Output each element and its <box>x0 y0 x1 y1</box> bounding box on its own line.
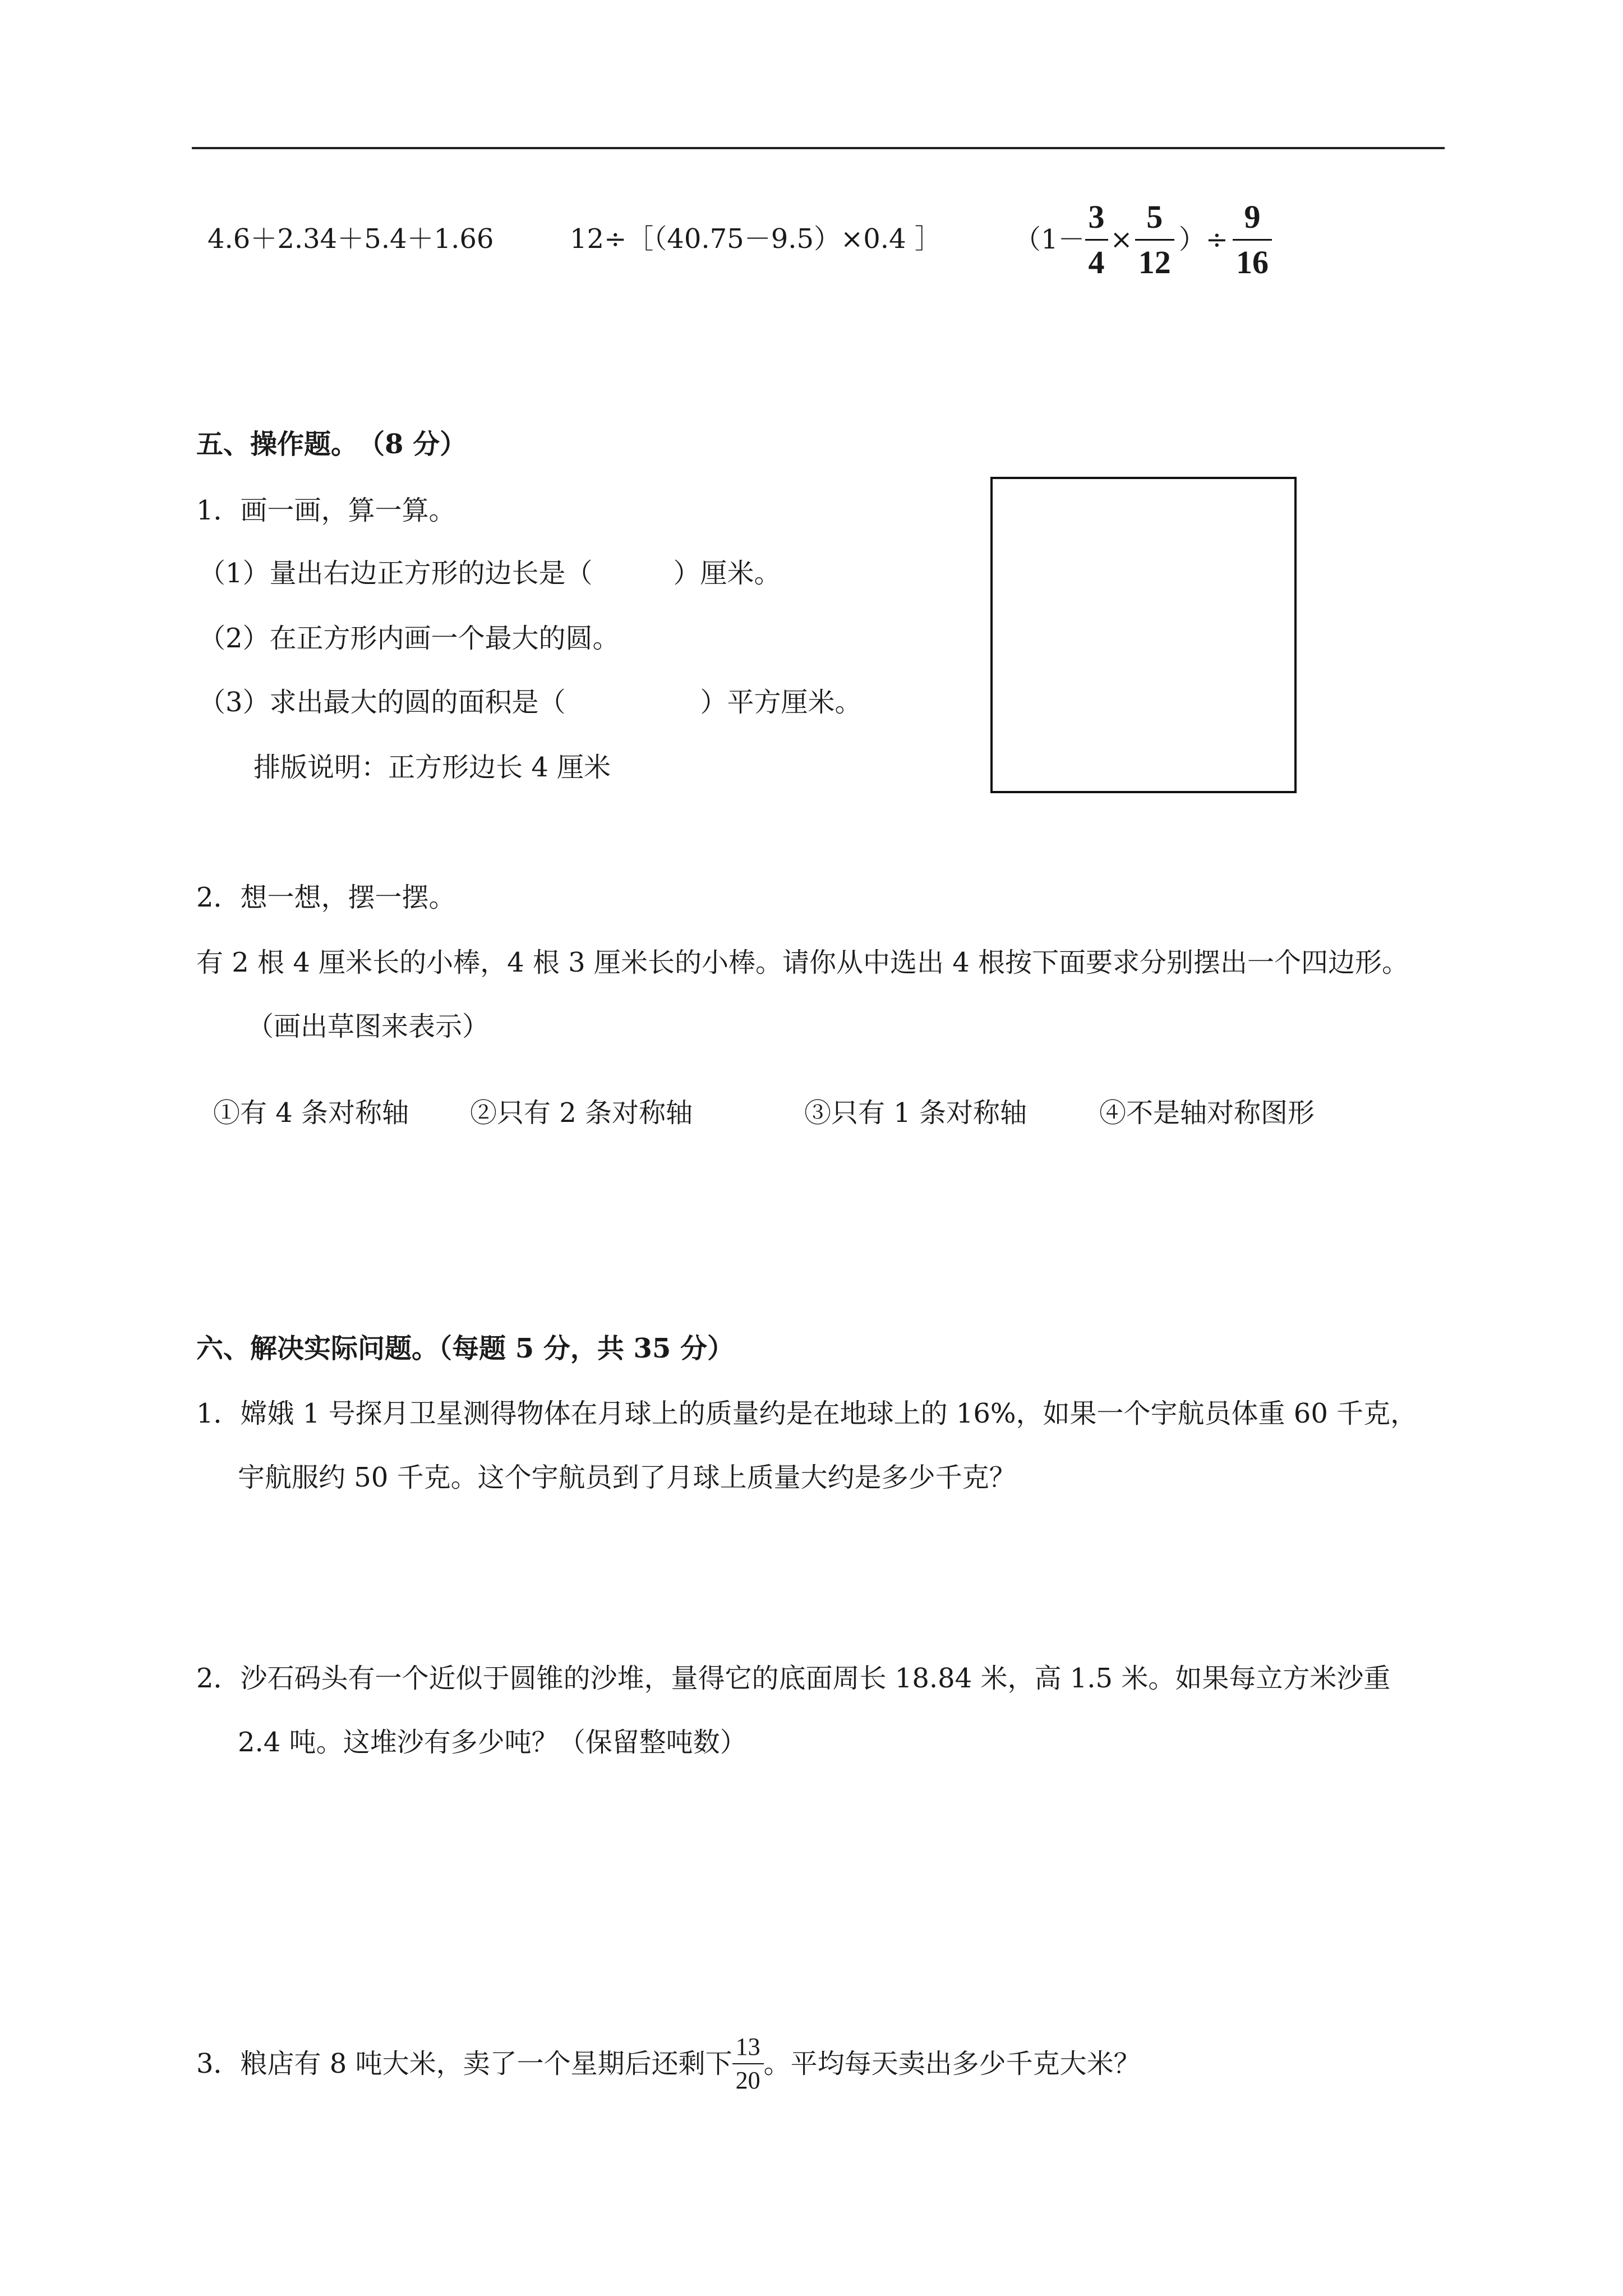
calc-expression-1: 4.6＋2.34＋5.4＋1.66 <box>208 223 494 255</box>
problem-2-line-1: 2．沙石码头有一个近似于圆锥的沙堆，量得它的底面周长 18.84 米，高 1.5 米。如果每立方米沙重 <box>196 1663 1391 1694</box>
expr3-close-divide: ）÷ <box>1178 224 1228 255</box>
option-3: ③只有 1 条对称轴 <box>804 1097 1027 1129</box>
calc-expression-2: 12÷［（40.75－9.5）×0.4 ］ <box>570 223 942 255</box>
fraction-bar <box>732 2063 764 2064</box>
fraction-bar <box>1135 239 1174 241</box>
section-5-title: 五、操作题。 （8 分） <box>196 429 467 460</box>
fraction-numerator: 13 <box>735 2033 760 2060</box>
fraction-numerator: 5 <box>1146 198 1163 235</box>
problem-3-text-before: 3．粮店有 8 吨大米，卖了一个星期后还剩下 <box>196 2048 732 2079</box>
expr3-open: （1－ <box>1014 224 1085 255</box>
fraction-denominator: 16 <box>1236 243 1269 280</box>
problem-1-line-2: 宇航服约 50 千克。这个宇航员到了月球上质量大约是多少千克？ <box>238 1462 1016 1493</box>
problem-3-text-after: 。平均每天卖出多少千克大米？ <box>763 2048 1141 2079</box>
fraction-denominator: 12 <box>1138 243 1171 280</box>
times-sign: × <box>1110 224 1133 255</box>
section-6-title: 六、解决实际问题。（每题 5 分，共 35 分） <box>196 1333 735 1364</box>
q1-title: 1．画一画，算一算。 <box>196 495 456 526</box>
fraction-bar <box>1233 239 1272 241</box>
square-figure <box>990 477 1297 793</box>
fraction-denominator: 4 <box>1088 243 1105 280</box>
q2-text: 有 2 根 4 厘米长的小棒，4 根 3 厘米长的小棒。请你从中选出 4 根按下面要求分别摆出一个四边形。 <box>196 947 1409 978</box>
header-rule <box>192 147 1445 149</box>
problem-1-line-1: 1．嫦娥 1 号探月卫星测得物体在月球上的质量约是在地球上的 16%，如果一个宇航员体重 60 千克， <box>196 1398 1418 1429</box>
option-2: ②只有 2 条对称轴 <box>470 1097 693 1129</box>
fraction-bar <box>1085 239 1108 241</box>
option-1: ①有 4 条对称轴 <box>213 1097 409 1129</box>
fraction-5-12 <box>1135 199 1174 281</box>
q1-part-3: （3）求出最大的圆的面积是（ ）平方厘米。 <box>199 687 862 718</box>
fraction-denominator: 20 <box>735 2067 760 2094</box>
problem-2-line-2: 2.4 吨。这堆沙有多少吨？（保留整吨数） <box>238 1727 747 1758</box>
fraction-numerator: 9 <box>1244 198 1261 235</box>
fraction-3-4 <box>1085 199 1108 281</box>
problem-3 <box>196 2027 1141 2100</box>
fraction-9-16 <box>1233 199 1272 281</box>
q1-part-2: （2）在正方形内画一个最大的圆。 <box>199 623 620 654</box>
layout-note: 排版说明：正方形边长 4 厘米 <box>253 752 611 783</box>
fraction-13-20 <box>732 2033 764 2095</box>
q2-title: 2．想一想，摆一摆。 <box>196 882 456 913</box>
option-4: ④不是轴对称图形 <box>1099 1097 1315 1129</box>
fraction-numerator: 3 <box>1088 198 1105 235</box>
q2-hint: （画出草图来表示） <box>247 1011 490 1042</box>
calc-expression-3 <box>1014 197 1272 282</box>
q1-part-1: （1）量出右边正方形的边长是（ ）厘米。 <box>199 558 781 589</box>
